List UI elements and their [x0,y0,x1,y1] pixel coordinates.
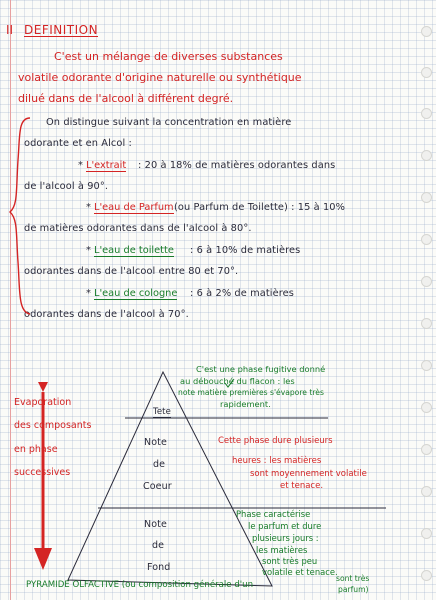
item-line-1: : 6 à 10% de matières [190,245,301,256]
note-fond-line: plusieurs jours : [252,533,319,543]
note-coeur-line: sont moyennement volatile [250,469,367,479]
note-coeur-line: heures : les matières [232,456,322,466]
item-line-1: : 20 à 18% de matières odorantes dans [138,160,336,171]
level-label-fond: Note [144,519,167,530]
section-number: II [6,23,14,37]
note-tete-line: note matière premières s'évapore très [178,388,324,397]
pyramid-caption-tail: parfum) [338,585,369,594]
item-bullet: * [86,202,91,213]
level-label-coeur: de [153,459,166,470]
note-fond-line: volatile et tenace. [262,567,338,577]
note-tete-line: C'est une phase fugitive donné [196,364,326,374]
arrow-caption-line: successives [14,467,71,478]
distinction-lead-1: On distingue suivant la concentration en matière [46,117,292,128]
intro-line-1: C'est un mélange de diverses substances [54,50,283,63]
intro-line-2: volatile odorante d'origine naturelle ou synthétique [18,71,302,84]
level-label-fond: de [152,540,165,551]
binder-hole [421,234,432,245]
binder-hole [421,108,432,119]
note-fond-line: Phase caractérise [236,509,311,519]
item-bullet: * [86,288,91,299]
item-term-eau-de-cologne: L'eau de cologne [94,288,178,299]
item-term-eau-de-toilette: L'eau de toilette [94,245,174,256]
binder-hole [421,444,432,455]
item-line-2: de l'alcool à 90°. [24,181,109,192]
binder-hole [421,67,432,78]
note-tete-line: rapidement. [220,399,271,409]
binder-hole [421,318,432,329]
item-term-eau-de-parfum: L'eau de Parfum [94,202,174,213]
note-coeur-line: et tenace. [280,481,324,491]
level-label-fond: Fond [147,562,171,573]
evaporation-arrow-tail [38,382,48,392]
section-title: DEFINITION [24,23,99,37]
level-label-tete: Tete [153,407,171,417]
item-term-extrait: L'extrait [86,160,127,171]
item-line-2: odorantes dans de l'alcool entre 80 et 70°. [24,266,239,277]
intro-line-3: dilué dans de l'alcool à différent degré. [18,92,234,105]
item-line-1: : 6 à 2% de matières [190,288,294,299]
binder-holes [420,0,432,600]
arrow-caption-line: Evaporation [14,397,72,408]
binder-hole [421,26,432,37]
binder-hole [421,360,432,371]
evaporation-arrowhead [34,548,52,570]
arrow-caption-line: des composants [14,420,92,431]
item-line-2: odorantes dans de l'alcool à 70°. [24,309,189,320]
note-fond-line: sont très peu [262,556,318,566]
arrow-caption-line: en phase [14,444,58,455]
pyramid-caption-tail: sont très [336,574,370,583]
note-fond-line: les matières [256,545,308,555]
level-label-coeur: Coeur [143,481,172,492]
binder-hole [421,528,432,539]
pyramid-caption: PYRAMIDE OLFACTIVE (ou composition générale d'un [26,580,254,590]
distinction-lead-2: odorante et en Alcol : [24,138,132,149]
note-coeur-line: Cette phase dure plusieurs [218,436,333,446]
item-line-1: (ou Parfum de Toilette) : 15 à 10% [174,202,346,213]
level-label-coeur: Note [144,437,167,448]
binder-hole [421,486,432,497]
margin-line [10,0,11,600]
binder-hole [421,402,432,413]
note-tete-line: au débouché du flacon : les [180,376,295,386]
binder-hole [421,192,432,203]
binder-hole [421,150,432,161]
item-bullet: * [78,160,83,171]
item-line-2: de matières odorantes dans de l'alcool à 80°. [24,223,252,234]
item-bullet: * [86,245,91,256]
binder-hole [421,570,432,581]
binder-hole [421,276,432,287]
note-fond-line: le parfum et dure [248,521,322,531]
